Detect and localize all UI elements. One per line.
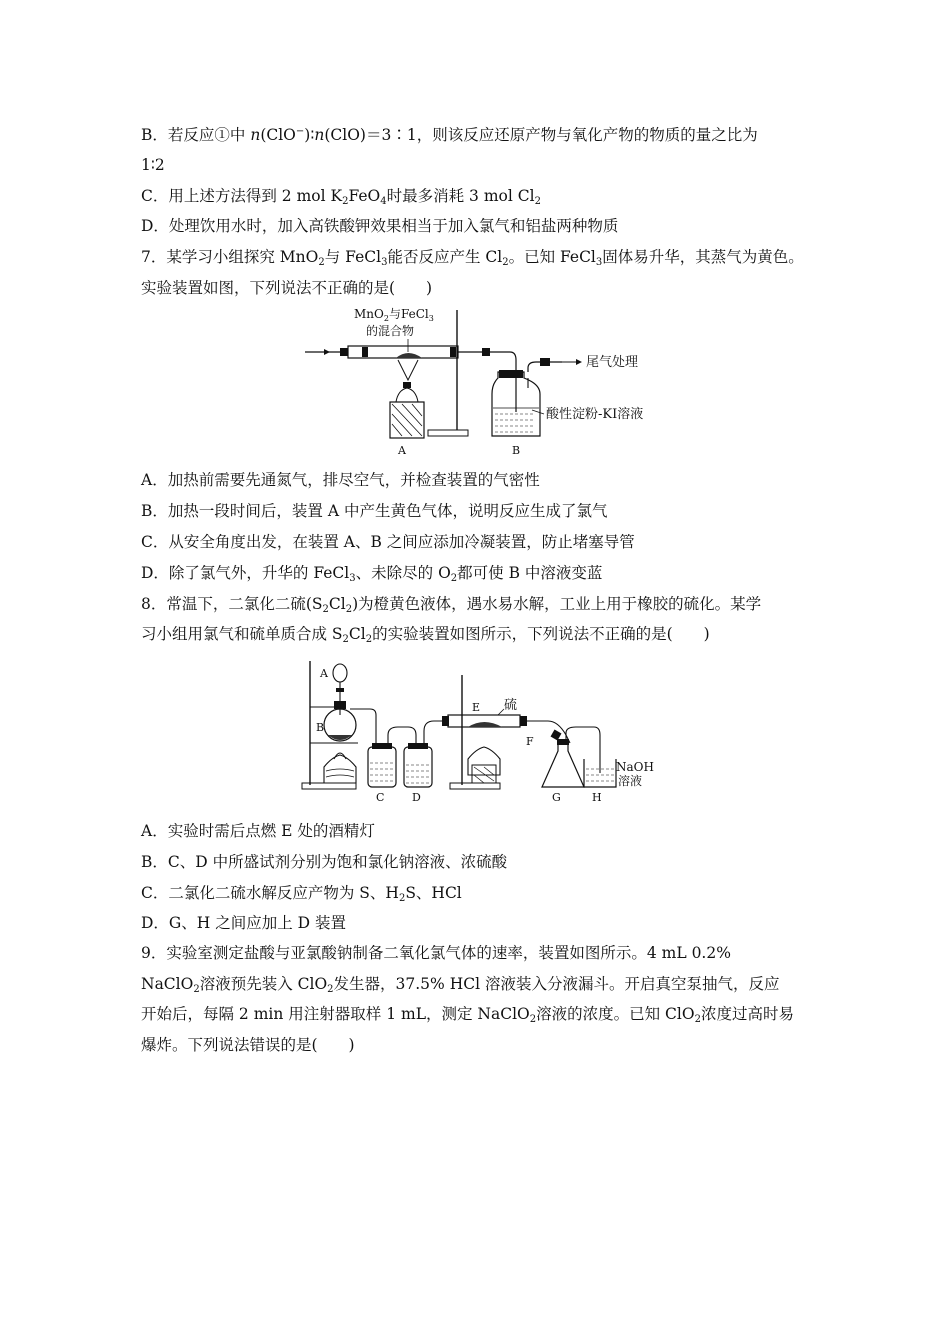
q8-stem-line1: 8．常温下，二氯化二硫$(S_2Cl_2)$为橙黄色液体，遇水易水解，工业上用于橡胶的硫化。某学 bbox=[141, 595, 762, 615]
q6-option-d: D．处理饮用水时，加入高铁酸钾效果相当于加入氯气和铝盐两种物质 bbox=[141, 217, 619, 235]
q6-option-c: C．用上述方法得到 2 mol $K_2FeO_4$时最多消耗 3 mol $Cl_2$ bbox=[141, 187, 541, 207]
q8-option-c: C．二氯化二硫水解反应产物为 S、$H_2S$、HCl bbox=[141, 884, 462, 904]
q7-label-mixture-line2: 的混合物 bbox=[366, 324, 415, 338]
q8-label-H: H bbox=[592, 791, 602, 804]
q9-stem-line4: 爆炸。下列说法错误的是( ) bbox=[141, 1036, 355, 1054]
q8-label-E: E bbox=[472, 701, 481, 714]
q8-label-F: F bbox=[526, 735, 534, 748]
q9-stem-line2: NaClO$_2$溶液预先装入 ClO$_2$发生器，37.5% HCl 溶液装入分液漏斗。开启真空泵抽气，反应 bbox=[141, 975, 780, 995]
q8-option-d: D．G、H 之间应加上 D 装置 bbox=[141, 914, 347, 932]
q7-apparatus-figure bbox=[300, 302, 660, 462]
q8-option-a: A．实验时需后点燃 E 处的酒精灯 bbox=[141, 822, 375, 840]
q7-label-mixture: MnO$_2$与FeCl$_3$ bbox=[354, 307, 434, 323]
q7-label-tail-gas: 尾气处理 bbox=[586, 355, 639, 370]
q8-label-C: C bbox=[376, 791, 385, 804]
q8-label-naoh-solution: 溶液 bbox=[618, 774, 643, 788]
q8-label-A: A bbox=[320, 667, 328, 680]
q7-label-solution: 酸性淀粉-KI溶液 bbox=[546, 407, 644, 422]
q7-label-B: B bbox=[512, 444, 521, 457]
q9-stem-line3: 开始后，每隔 2 min 用注射器取样 1 mL，测定 NaClO$_2$溶液的浓度。已知 ClO$_2$浓度过高时易 bbox=[141, 1005, 794, 1025]
q6-option-b-line2: 1∶2 bbox=[141, 156, 165, 174]
q8-label-B: B bbox=[316, 721, 325, 734]
q8-label-naoh: NaOH bbox=[616, 760, 654, 774]
q7-option-d: D．除了氯气外，升华的 FeCl$_3$、未除尽的 $O_2$都可使 B 中溶液变蓝 bbox=[141, 564, 603, 584]
q7-label-A: A bbox=[398, 444, 406, 457]
q8-option-b: B．C、D 中所盛试剂分别为饱和氯化钠溶液、浓硫酸 bbox=[141, 853, 508, 871]
q7-stem-line2: 实验装置如图，下列说法不正确的是( ) bbox=[141, 279, 433, 297]
q8-label-G: G bbox=[552, 791, 561, 804]
q9-stem-line1: 9．实验室测定盐酸与亚氯酸钠制备二氧化氯气体的速率，装置如图所示。4 mL 0.2% bbox=[141, 944, 731, 962]
q8-label-sulfur: 硫 bbox=[504, 698, 518, 713]
q7-option-c: C．从安全角度出发，在装置 A、B 之间应添加冷凝装置，防止堵塞导管 bbox=[141, 533, 635, 551]
q7-stem-line1: 7．某学习小组探究 MnO$_2$与 FeCl$_3$能否反应产生 $Cl_2$。已知 FeCl$_3$固体易升华，其蒸气为黄色。 bbox=[141, 248, 804, 268]
q8-stem-line2: 习小组用氯气和硫单质合成 $S_2Cl_2$的实验装置如图所示，下列说法不正确的是( ) bbox=[141, 625, 710, 645]
q7-option-b: B．加热一段时间后，装置 A 中产生黄色气体，说明反应生成了氯气 bbox=[141, 502, 608, 520]
q6-option-b-line1: B．若反应①中 n(ClO−)∶n(ClO)＝3∶1，则该反应还原产物与氧化产物的物质的量之比为 bbox=[141, 126, 758, 144]
q8-apparatus-figure bbox=[298, 655, 663, 810]
q7-option-a: A．加热前需要先通氮气，排尽空气，并检查装置的气密性 bbox=[141, 471, 540, 489]
q8-label-D: D bbox=[412, 791, 421, 804]
